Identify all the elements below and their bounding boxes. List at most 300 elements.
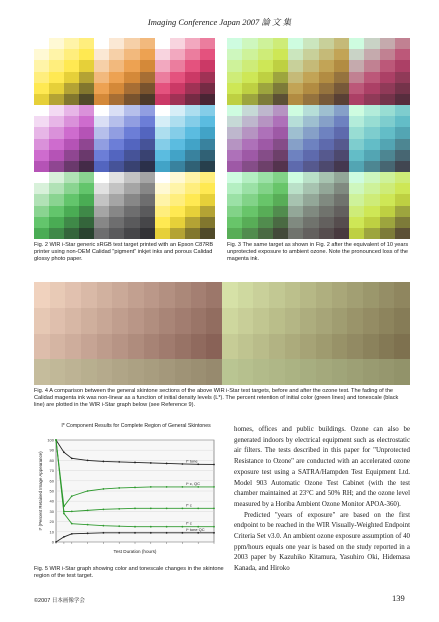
skintone-patch xyxy=(394,308,410,334)
color-patch xyxy=(140,49,155,60)
color-patch xyxy=(170,83,185,94)
data-point xyxy=(118,532,120,534)
skintone-patch xyxy=(269,334,285,360)
color-patch xyxy=(380,172,395,183)
color-patch xyxy=(319,139,334,150)
y-tick-label: 10 xyxy=(49,529,54,535)
color-patch xyxy=(140,116,155,127)
color-patch xyxy=(94,217,109,228)
color-patch xyxy=(380,60,395,71)
color-patch xyxy=(94,116,109,127)
color-patch xyxy=(334,127,349,138)
skintone-patch xyxy=(34,334,50,360)
color-patch xyxy=(124,116,139,127)
color-patch xyxy=(273,38,288,49)
color-patch xyxy=(364,206,379,217)
color-patch xyxy=(364,94,379,105)
color-patch xyxy=(227,183,242,194)
color-patch xyxy=(109,139,124,150)
color-patch xyxy=(380,49,395,60)
color-patch xyxy=(200,194,215,205)
color-patch xyxy=(349,116,364,127)
body-paragraph-1: homes, offices and public buildings. Ozone can also be generated indoors by electrical equipment such as electrostatic air filters. The tests described in this paper for "Unprotected Resistance to Ozone" are conducted with an accelerated ozone exposure test using a SATRA/Hampden Test Equipment Ltd. Model 903 Automatic Ozone Test Cabinet (with the test chamber maintained at 23°C and 50% RH; and the ozone level measured by a Horiba Ambient Ozone Monitor APOA-360). xyxy=(234,426,410,508)
data-point xyxy=(103,488,105,490)
color-patch xyxy=(155,116,170,127)
color-patch xyxy=(34,105,49,116)
color-patch xyxy=(319,228,334,239)
color-patch xyxy=(319,150,334,161)
color-patch xyxy=(258,172,273,183)
color-patch xyxy=(364,139,379,150)
color-patch xyxy=(109,38,124,49)
color-patch xyxy=(258,161,273,172)
data-point xyxy=(213,464,215,466)
data-point xyxy=(63,451,65,453)
color-patch xyxy=(319,72,334,83)
skintone-patch xyxy=(34,359,50,385)
color-patch xyxy=(49,72,64,83)
color-patch xyxy=(94,49,109,60)
data-point xyxy=(150,532,152,534)
data-point xyxy=(134,532,136,534)
data-point xyxy=(150,507,152,509)
color-patch xyxy=(395,94,410,105)
color-patch xyxy=(364,161,379,172)
color-patch xyxy=(334,217,349,228)
color-patch xyxy=(79,127,94,138)
color-patch xyxy=(155,105,170,116)
color-patch xyxy=(109,60,124,71)
color-patch xyxy=(273,217,288,228)
color-patch xyxy=(395,116,410,127)
color-patch xyxy=(140,38,155,49)
color-patch xyxy=(334,206,349,217)
color-patch xyxy=(34,83,49,94)
color-patch xyxy=(319,60,334,71)
color-patch xyxy=(140,72,155,83)
color-patch xyxy=(185,139,200,150)
color-patch xyxy=(49,83,64,94)
color-patch xyxy=(303,38,318,49)
color-patch xyxy=(79,83,94,94)
color-patch xyxy=(79,38,94,49)
color-patch xyxy=(334,49,349,60)
color-patch xyxy=(349,161,364,172)
color-patch xyxy=(64,194,79,205)
color-patch xyxy=(109,72,124,83)
color-patch xyxy=(170,60,185,71)
color-patch xyxy=(109,228,124,239)
color-patch xyxy=(185,116,200,127)
color-patch xyxy=(288,183,303,194)
skintone-patch xyxy=(363,359,379,385)
data-point xyxy=(182,486,184,488)
color-patch xyxy=(155,206,170,217)
color-patch xyxy=(200,139,215,150)
color-patch xyxy=(395,72,410,83)
color-patch xyxy=(64,161,79,172)
color-patch xyxy=(227,127,242,138)
color-patch xyxy=(227,150,242,161)
color-patch xyxy=(273,105,288,116)
color-patch xyxy=(288,217,303,228)
color-patch xyxy=(49,94,64,105)
data-point xyxy=(182,463,184,465)
color-patch xyxy=(303,94,318,105)
color-patch xyxy=(64,38,79,49)
color-patch xyxy=(34,127,49,138)
color-patch xyxy=(200,49,215,60)
color-patch xyxy=(94,150,109,161)
color-patch xyxy=(109,116,124,127)
data-point xyxy=(71,511,73,513)
skintone-patch xyxy=(65,308,81,334)
color-patch xyxy=(109,172,124,183)
color-patch xyxy=(258,116,273,127)
color-patch xyxy=(303,49,318,60)
skintone-patch xyxy=(65,334,81,360)
color-patch xyxy=(185,72,200,83)
skintone-patch xyxy=(238,282,254,308)
color-patch xyxy=(170,72,185,83)
color-patch xyxy=(34,150,49,161)
color-patch xyxy=(79,228,94,239)
color-patch xyxy=(109,94,124,105)
color-patch xyxy=(364,72,379,83)
color-patch xyxy=(242,49,257,60)
color-patch xyxy=(242,127,257,138)
color-patch xyxy=(64,206,79,217)
skintone-patch xyxy=(332,359,348,385)
color-patch xyxy=(334,161,349,172)
skintone-patch xyxy=(238,334,254,360)
color-patch xyxy=(258,150,273,161)
data-point xyxy=(197,486,199,488)
color-patch xyxy=(303,183,318,194)
color-patch xyxy=(227,161,242,172)
color-patch xyxy=(364,38,379,49)
color-patch xyxy=(395,139,410,150)
color-patch xyxy=(334,139,349,150)
skintone-patch xyxy=(363,282,379,308)
skintone-patch xyxy=(253,359,269,385)
color-patch xyxy=(185,194,200,205)
skintone-patch xyxy=(332,282,348,308)
color-patch xyxy=(124,38,139,49)
data-point xyxy=(166,526,168,528)
color-patch xyxy=(64,228,79,239)
color-patch xyxy=(288,60,303,71)
color-patch xyxy=(380,228,395,239)
color-patch xyxy=(140,217,155,228)
color-patch xyxy=(258,139,273,150)
color-patch xyxy=(334,150,349,161)
skintone-patch xyxy=(128,308,144,334)
color-patch xyxy=(34,116,49,127)
color-patch xyxy=(273,194,288,205)
data-point xyxy=(103,461,105,463)
x-axis-label: Test Duration (hours) xyxy=(113,549,157,554)
color-patch xyxy=(349,206,364,217)
color-patch xyxy=(94,38,109,49)
skintone-patch xyxy=(159,282,175,308)
color-patch xyxy=(200,217,215,228)
skintone-patch xyxy=(34,282,50,308)
color-patch xyxy=(380,183,395,194)
skintone-patch xyxy=(81,308,97,334)
color-patch xyxy=(49,183,64,194)
skintone-patch xyxy=(206,282,222,308)
skintone-patch xyxy=(300,282,316,308)
color-patch xyxy=(185,49,200,60)
skintone-patch xyxy=(394,359,410,385)
color-patch xyxy=(124,139,139,150)
data-point xyxy=(87,490,89,492)
color-patch xyxy=(94,161,109,172)
color-patch xyxy=(242,206,257,217)
skintone-patch xyxy=(222,359,238,385)
skintone-patch xyxy=(34,308,50,334)
skintone-patch xyxy=(97,334,113,360)
color-patch xyxy=(349,127,364,138)
color-patch xyxy=(124,194,139,205)
color-patch xyxy=(334,183,349,194)
color-patch xyxy=(109,183,124,194)
skintone-patch xyxy=(285,334,301,360)
color-patch xyxy=(94,60,109,71)
color-patch xyxy=(334,105,349,116)
color-patch xyxy=(227,105,242,116)
fig2-caption: Fig. 2 WIR i-Star generic sRGB test target printed with an Epson C87RB printer using non-OEM Calidad "pigment" inkjet inks and porous Calidad glossy photo paper. xyxy=(34,242,214,262)
color-patch xyxy=(258,38,273,49)
color-patch xyxy=(303,150,318,161)
color-patch xyxy=(109,194,124,205)
data-point xyxy=(166,532,168,534)
series-label-1: I* c, QC xyxy=(186,480,201,486)
color-patch xyxy=(227,217,242,228)
color-patch xyxy=(303,194,318,205)
color-patch xyxy=(109,105,124,116)
y-tick-label: 50 xyxy=(49,488,54,494)
color-patch xyxy=(109,217,124,228)
color-patch xyxy=(258,94,273,105)
skintone-patch xyxy=(97,359,113,385)
skintone-patch xyxy=(222,282,238,308)
color-patch xyxy=(227,94,242,105)
color-patch xyxy=(79,60,94,71)
color-patch xyxy=(64,150,79,161)
data-point xyxy=(71,533,73,535)
color-patch xyxy=(273,127,288,138)
fig5-line-chart xyxy=(36,422,221,562)
color-patch xyxy=(288,38,303,49)
color-patch xyxy=(288,94,303,105)
skintone-patch xyxy=(81,359,97,385)
skintone-patch xyxy=(112,334,128,360)
data-point xyxy=(150,486,152,488)
color-patch xyxy=(170,150,185,161)
color-patch xyxy=(334,228,349,239)
color-patch xyxy=(258,228,273,239)
color-patch xyxy=(303,72,318,83)
y-tick-label: 70 xyxy=(49,468,54,474)
color-patch xyxy=(49,60,64,71)
color-patch xyxy=(334,94,349,105)
color-patch xyxy=(395,38,410,49)
color-patch xyxy=(319,94,334,105)
color-patch xyxy=(242,150,257,161)
skintone-patch xyxy=(269,282,285,308)
color-patch xyxy=(185,127,200,138)
skintone-patch xyxy=(97,308,113,334)
color-patch xyxy=(49,161,64,172)
color-patch xyxy=(395,217,410,228)
color-patch xyxy=(242,172,257,183)
color-patch xyxy=(64,139,79,150)
series-label-3: I* c xyxy=(186,520,192,526)
skintone-patch xyxy=(253,282,269,308)
color-patch xyxy=(258,60,273,71)
color-patch xyxy=(185,172,200,183)
color-patch xyxy=(155,194,170,205)
color-patch xyxy=(124,150,139,161)
color-patch xyxy=(124,72,139,83)
fig3-faded-test-target-image xyxy=(227,38,410,239)
color-patch xyxy=(64,116,79,127)
color-patch xyxy=(334,60,349,71)
data-point xyxy=(118,487,120,489)
color-patch xyxy=(288,150,303,161)
color-patch xyxy=(185,183,200,194)
color-patch xyxy=(34,139,49,150)
color-patch xyxy=(49,206,64,217)
color-patch xyxy=(364,49,379,60)
color-patch xyxy=(319,49,334,60)
color-patch xyxy=(185,60,200,71)
color-patch xyxy=(200,116,215,127)
color-patch xyxy=(34,217,49,228)
color-patch xyxy=(303,161,318,172)
color-patch xyxy=(288,228,303,239)
footer-copyright: ©2007 日本画像学会 xyxy=(34,598,85,604)
skintone-patch xyxy=(50,308,66,334)
color-patch xyxy=(200,150,215,161)
skintone-patch xyxy=(379,308,395,334)
skintone-patch xyxy=(206,359,222,385)
color-patch xyxy=(364,60,379,71)
color-patch xyxy=(94,94,109,105)
skintone-patch xyxy=(128,282,144,308)
color-patch xyxy=(380,217,395,228)
color-patch xyxy=(170,94,185,105)
series-label-4: I* tone QC xyxy=(186,526,205,532)
color-patch xyxy=(34,161,49,172)
color-patch xyxy=(334,83,349,94)
color-patch xyxy=(140,206,155,217)
skintone-patch xyxy=(300,359,316,385)
series-label-0: I* tone xyxy=(186,458,198,464)
color-patch xyxy=(380,150,395,161)
color-patch xyxy=(79,139,94,150)
data-point xyxy=(87,532,89,534)
skintone-patch xyxy=(222,308,238,334)
data-point xyxy=(182,507,184,509)
y-tick-label: 60 xyxy=(49,478,54,484)
data-point xyxy=(63,536,65,538)
skintone-patch xyxy=(50,359,66,385)
color-patch xyxy=(242,116,257,127)
data-point xyxy=(213,532,215,534)
color-patch xyxy=(64,83,79,94)
color-patch xyxy=(64,127,79,138)
color-patch xyxy=(64,105,79,116)
color-patch xyxy=(64,49,79,60)
skintone-patch xyxy=(332,334,348,360)
color-patch xyxy=(94,139,109,150)
skintone-patch xyxy=(144,359,160,385)
color-patch xyxy=(124,206,139,217)
color-patch xyxy=(395,83,410,94)
color-patch xyxy=(242,72,257,83)
color-patch xyxy=(349,194,364,205)
series-label-2: I* c xyxy=(186,502,192,508)
color-patch xyxy=(124,161,139,172)
data-point xyxy=(118,508,120,510)
color-patch xyxy=(242,83,257,94)
y-tick-label: 40 xyxy=(49,498,54,504)
color-patch xyxy=(140,161,155,172)
color-patch xyxy=(349,105,364,116)
color-patch xyxy=(319,217,334,228)
color-patch xyxy=(49,127,64,138)
data-point xyxy=(103,525,105,527)
data-point xyxy=(197,507,199,509)
color-patch xyxy=(273,94,288,105)
color-patch xyxy=(155,38,170,49)
color-patch xyxy=(200,83,215,94)
color-patch xyxy=(185,228,200,239)
color-patch xyxy=(395,172,410,183)
color-patch xyxy=(319,172,334,183)
color-patch xyxy=(227,228,242,239)
color-patch xyxy=(140,150,155,161)
color-patch xyxy=(200,60,215,71)
color-patch xyxy=(79,194,94,205)
skintone-patch xyxy=(253,308,269,334)
data-point xyxy=(87,509,89,511)
color-patch xyxy=(140,127,155,138)
color-patch xyxy=(258,72,273,83)
page-number: 139 xyxy=(392,593,405,603)
y-tick-label: 80 xyxy=(49,457,54,463)
skintone-patch xyxy=(269,359,285,385)
color-patch xyxy=(242,161,257,172)
color-patch xyxy=(200,183,215,194)
color-patch xyxy=(349,72,364,83)
skintone-patch xyxy=(347,282,363,308)
color-patch xyxy=(109,206,124,217)
skintone-patch xyxy=(144,308,160,334)
color-patch xyxy=(170,49,185,60)
data-point xyxy=(118,461,120,463)
color-patch xyxy=(185,83,200,94)
color-patch xyxy=(124,127,139,138)
color-patch xyxy=(94,228,109,239)
skintone-patch xyxy=(269,308,285,334)
color-patch xyxy=(273,49,288,60)
color-patch xyxy=(349,150,364,161)
color-patch xyxy=(124,217,139,228)
